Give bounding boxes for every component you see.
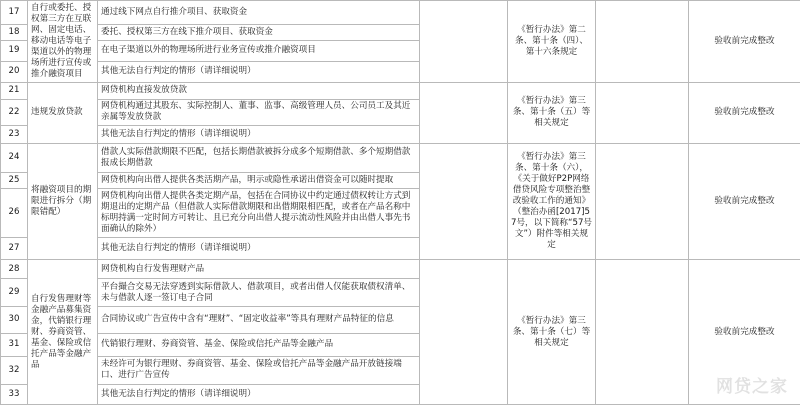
- blank-cell: [420, 82, 508, 143]
- row-number: 23: [1, 125, 28, 143]
- row-number: 27: [1, 238, 28, 260]
- rectification-requirement: 验收前完成整改: [689, 1, 800, 83]
- blank-cell: [420, 260, 508, 405]
- row-number: 32: [1, 356, 28, 384]
- issue-description: 平台撮合交易无法穿透到实际借款人、借款项目，或者出借人仅能获取债权清单、未与借款人逐一签订电子合同: [98, 278, 420, 306]
- blank-cell: [596, 1, 689, 83]
- row-number: 31: [1, 333, 28, 356]
- issue-description: 网贷机构通过其股东、实际控制人、董事、监事、高级管理人员、公司员工及其近亲属等发放贷款: [98, 99, 420, 125]
- category-label: 自行或委托、授权第三方在互联网、固定电话、移动电话等电子渠道以外的物理场所进行宣传或推介融资项目: [28, 1, 98, 83]
- issue-description: 委托、授权第三方在线下推介项目、获取资金: [98, 25, 420, 41]
- issue-description: 通过线下网点自行推介项目、获取资金: [98, 1, 420, 25]
- issue-description: 其他无法自行判定的情形（请详细说明）: [98, 384, 420, 404]
- blank-cell: [596, 143, 689, 259]
- regulation-clause: 《暂行办法》第二条、第十条（四）、第十六条规定: [508, 1, 596, 83]
- row-number: 28: [1, 260, 28, 279]
- issue-description: 在电子渠道以外的物理场所进行业务宣传或推介融资项目: [98, 40, 420, 61]
- row-number: 30: [1, 307, 28, 333]
- issue-description: 未经许可为银行理财、券商资管、基金、保险或信托产品等金融产品开放链接端口、进行广告宣传: [98, 356, 420, 384]
- rectification-requirement: 验收前完成整改: [689, 260, 800, 405]
- category-label: 自行发售理财等金融产品募集资金，代销银行理财、券商资管、基金、保险或信托产品等金融产品: [28, 260, 98, 405]
- issue-description: 网贷机构直接发放贷款: [98, 82, 420, 99]
- row-number: 29: [1, 278, 28, 306]
- row-number: 26: [1, 188, 28, 237]
- row-number: 33: [1, 384, 28, 404]
- row-number: 22: [1, 99, 28, 125]
- category-label: 将融资项目的期限进行拆分（期限错配）: [28, 143, 98, 259]
- issue-description: 代销银行理财、券商资管、基金、保险或信托产品等金融产品: [98, 333, 420, 356]
- blank-cell: [596, 260, 689, 405]
- table-row: [1, 143, 800, 172]
- issue-description: 其他无法自行判定的情形（请详细说明）: [98, 238, 420, 260]
- blank-cell: [420, 1, 508, 83]
- row-number: 20: [1, 61, 28, 82]
- blank-cell: [420, 143, 508, 259]
- issue-description: 借款人实际借款期限不匹配，包括长期借款被拆分成多个短期借款、多个短期借款报成长期借款: [98, 143, 420, 172]
- regulation-clause: 《暂行办法》第三条、第十条（六），《关于做好P2P网络借贷风险专项整治整改验收工作的通知》（整治办函[2017]57号，以下简称“57号文”）附件等相关规定: [508, 143, 596, 259]
- issue-description: 网贷机构向出借人提供各类定期产品，包括在合同协议中约定通过债权转让方式到期退出的定期产品（但借款人实际借款期限和出借期限相匹配，或者在产品名称中标明持满一定时间方可转让、且已充分向出借人提示流动性风险并由出借人事先书面确认的除外）: [98, 188, 420, 237]
- rectification-requirement: 验收前完成整改: [689, 82, 800, 143]
- issue-description: 网贷机构自行发售理财产品: [98, 260, 420, 279]
- regulation-clause: 《暂行办法》第三条、第十条（五）等相关规定: [508, 82, 596, 143]
- row-number: 24: [1, 143, 28, 172]
- site-watermark: 网贷之家: [716, 377, 788, 397]
- rectification-requirement: 验收前完成整改: [689, 143, 800, 259]
- row-number: 25: [1, 173, 28, 189]
- row-number: 18: [1, 25, 28, 41]
- row-number: 19: [1, 40, 28, 61]
- table-row: [1, 260, 800, 279]
- table-row: [1, 1, 800, 25]
- issue-description: 网贷机构向出借人提供各类活期产品，明示或隐性承诺出借资金可以随时提取: [98, 173, 420, 189]
- table-row: [1, 82, 800, 99]
- row-number: 21: [1, 82, 28, 99]
- regulation-clause: 《暂行办法》第三条、第十条（七）等相关规定: [508, 260, 596, 405]
- issue-description: 合同协议或广告宣传中含有“理财”、“固定收益率”等具有理财产品特征的信息: [98, 307, 420, 333]
- issue-description: 其他无法自行判定的情形（请详细说明）: [98, 125, 420, 143]
- row-number: 17: [1, 1, 28, 25]
- category-label: 违规发放贷款: [28, 82, 98, 143]
- blank-cell: [596, 82, 689, 143]
- issue-description: 其他无法自行判定的情形（请详细说明）: [98, 61, 420, 82]
